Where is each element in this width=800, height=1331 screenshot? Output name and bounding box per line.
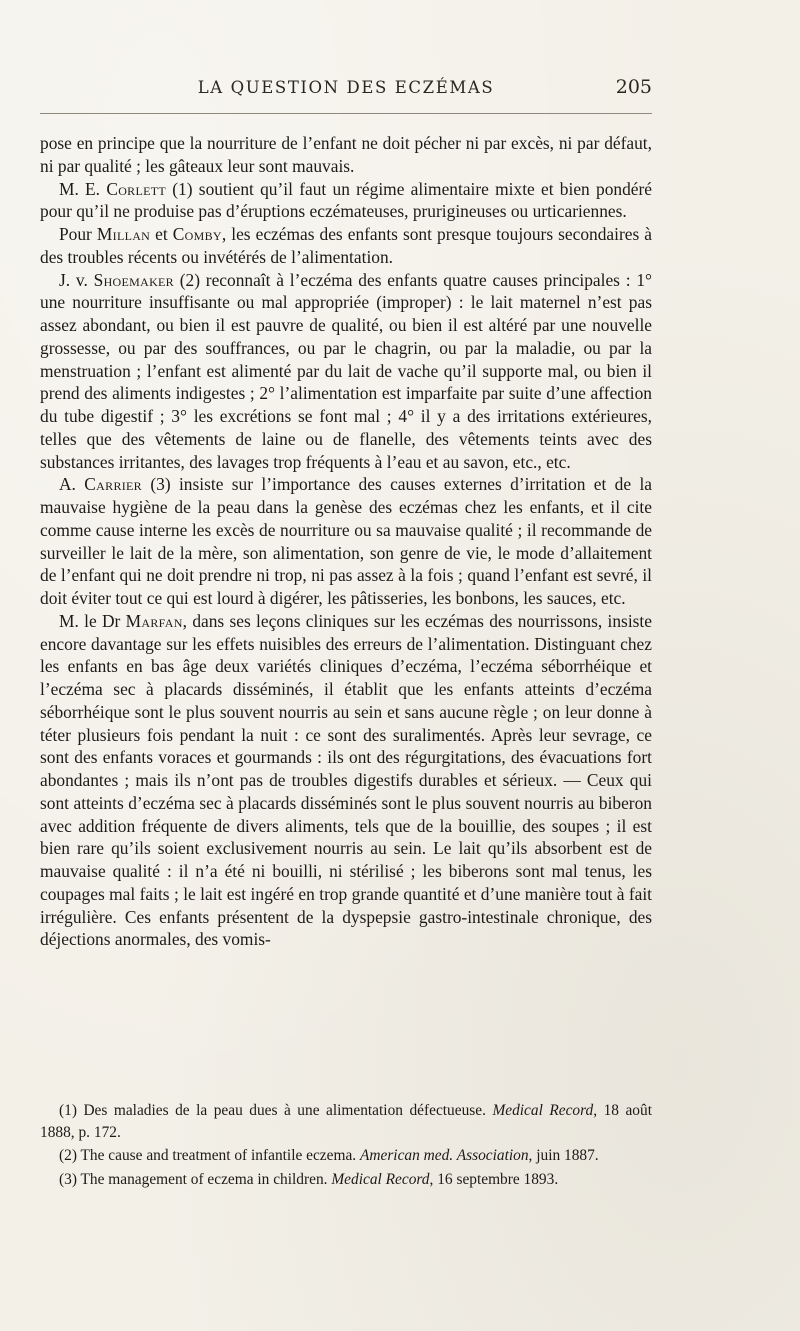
author-name-shoemaker: Shoemaker bbox=[93, 269, 174, 290]
footnote-1-source: Medical Record bbox=[492, 1102, 594, 1119]
author-initials: M. E. bbox=[59, 178, 101, 199]
page-number: 205 bbox=[615, 76, 652, 98]
footnote-1-tail: , 18 août 1888, p. 172. bbox=[40, 1102, 652, 1141]
running-title: LA QUESTION DES ECZÉMAS bbox=[197, 78, 495, 97]
author-name-comby: Comby bbox=[172, 224, 222, 244]
paragraph-marfan bbox=[40, 610, 652, 951]
footnote-3 bbox=[40, 1169, 652, 1191]
paragraph-lead: Pour bbox=[59, 224, 97, 244]
paragraph-shoemaker-text: (2) reconnaît à l’eczéma des enfants quatre causes principales : 1° une nourriture insuffisante ou mal appropriée (improper) : le lait maternel n’est pas assez abondant, ou bien il est pauvre de qualité, ou bien il est altéré par une nouvelle grossesse, ou par des souffrances, ou par le chagrin, ou par la maladie, ou par la menstruation ; l’enfant est alimenté par du lait de vache qu’il supporte mal, ou bien il prend des aliments indigestes ; 2° l’alimentation est imparfaite par suite d’une affection du tube digestif ; 3° les excrétions se font mal ; 4° il y a des irritations extérieures, telles que des vêtements de laine ou de flanelle, des vêtements teints avec des substances irritantes, des lavages trop fréquents à l’eau et au savon, etc., etc. bbox=[40, 269, 652, 472]
paragraph-lead: M. le Dr bbox=[59, 610, 126, 631]
footnote-1 bbox=[40, 1100, 652, 1143]
paragraph-corlett bbox=[40, 178, 652, 224]
author-name-carrier: Carrier bbox=[84, 474, 142, 495]
body-text bbox=[40, 132, 652, 951]
author-initials: A. bbox=[59, 474, 76, 495]
author-name-millan: Millan bbox=[96, 224, 151, 244]
paragraph-1 bbox=[40, 132, 652, 178]
footnotes bbox=[40, 1100, 652, 1192]
author-initials: J. v. bbox=[59, 269, 88, 290]
footnote-2-source: American med. Association bbox=[359, 1147, 529, 1165]
footnote-3-source: Medical Record bbox=[331, 1170, 430, 1188]
paragraph-corlett-text: (1) soutient qu’il faut un régime alimentaire mixte et bien pondéré pour qu’il ne produise pas d’éruptions eczémateuses, prurigineuses ou urticariennes. bbox=[40, 178, 653, 222]
footnote-2 bbox=[40, 1145, 652, 1167]
conjunction: et bbox=[150, 224, 173, 244]
footnote-2-tail: , juin 1887. bbox=[528, 1147, 599, 1165]
paragraph-carrier-text: (3) insiste sur l’importance des causes externes d’irritation et de la mauvaise hygiène de la peau dans la genèse des eczémas chez les enfants, et il cite comme cause interne les excès de nourriture ou sa mauvaise qualité ; il recommande de surveiller le lait de la mère, son alimentation, son genre de vie, le mode d’allaitement de l’enfant qui ne doit prendre ni trop, ni pas assez à la fois ; quand l’enfant est sevré, il doit éviter tout ce qui est lourd à digérer, les pâtisseries, les bonbons, les sauces, etc. bbox=[40, 474, 652, 608]
footnote-3-text: (3) The management of eczema in children. bbox=[59, 1170, 332, 1188]
paragraph-1-text: pose en principe que la nourriture de l’enfant ne doit pécher ni par excès, ni par défaut, ni par qualité ; les gâteaux leur sont mauvais. bbox=[40, 133, 652, 176]
author-name-corlett: Corlett bbox=[106, 178, 167, 199]
paragraph-marfan-text: , dans ses leçons cliniques sur les eczémas des nourrissons, insiste encore davantage sur les effets nuisibles des erreurs de l’alimentation. Distinguant chez les enfants en bas âge deux variétés cliniques d’eczéma, l’eczéma séborrhéique et l’eczéma sec à placards disséminés, il établit que les enfants atteints d’eczéma séborrhéique sont le plus souvent nourris au sein et sans aucune règle ; on leur donne à téter plusieurs fois pendant la nuit : ce sont des suralimentés. Après leur sevrage, ce sont des enfants voraces et gourmands : ils ont des régurgitations, des évacuations fort abondantes ; mais ils n’ont pas de troubles digestifs durables et sérieux. — Ceux qui sont atteints d’eczéma sec à placards disséminés sont le plus souvent nourris au biberon avec addition fréquente de divers aliments, tels que de la bouillie, des soupes ; il est bien rare qu’ils soient exclusivement nourris au sein. Le lait qu’ils absorbent est de mauvaise qualité : il n’a été ni bouilli, ni stérilisé ; les biberons sont mal tenus, les coupages mal faits ; le lait est ingéré en trop grande quantité et d’une manière tout à fait irrégulière. Ces enfants présentent de la dyspepsie gastro-intestinale chronique, des déjections anormales, des vomis- bbox=[40, 610, 652, 950]
paragraph-carrier bbox=[40, 473, 652, 610]
author-name-marfan: Marfan bbox=[125, 610, 183, 631]
paragraph-millan-comby bbox=[40, 223, 652, 269]
header-rule bbox=[40, 113, 652, 114]
paragraph-millan-comby-text: , les eczémas des enfants sont presque toujours secondaires à des troubles récents ou invétérés de l’alimentation. bbox=[40, 224, 653, 267]
footnote-1-text: (1) Des maladies de la peau dues à une alimentation défectueuse. bbox=[59, 1102, 493, 1119]
paragraph-shoemaker bbox=[40, 269, 652, 474]
footnote-2-text: (2) The cause and treatment of infantile eczema. bbox=[59, 1147, 360, 1165]
footnote-3-tail: , 16 septembre 1893. bbox=[429, 1170, 559, 1188]
running-head bbox=[40, 74, 652, 104]
